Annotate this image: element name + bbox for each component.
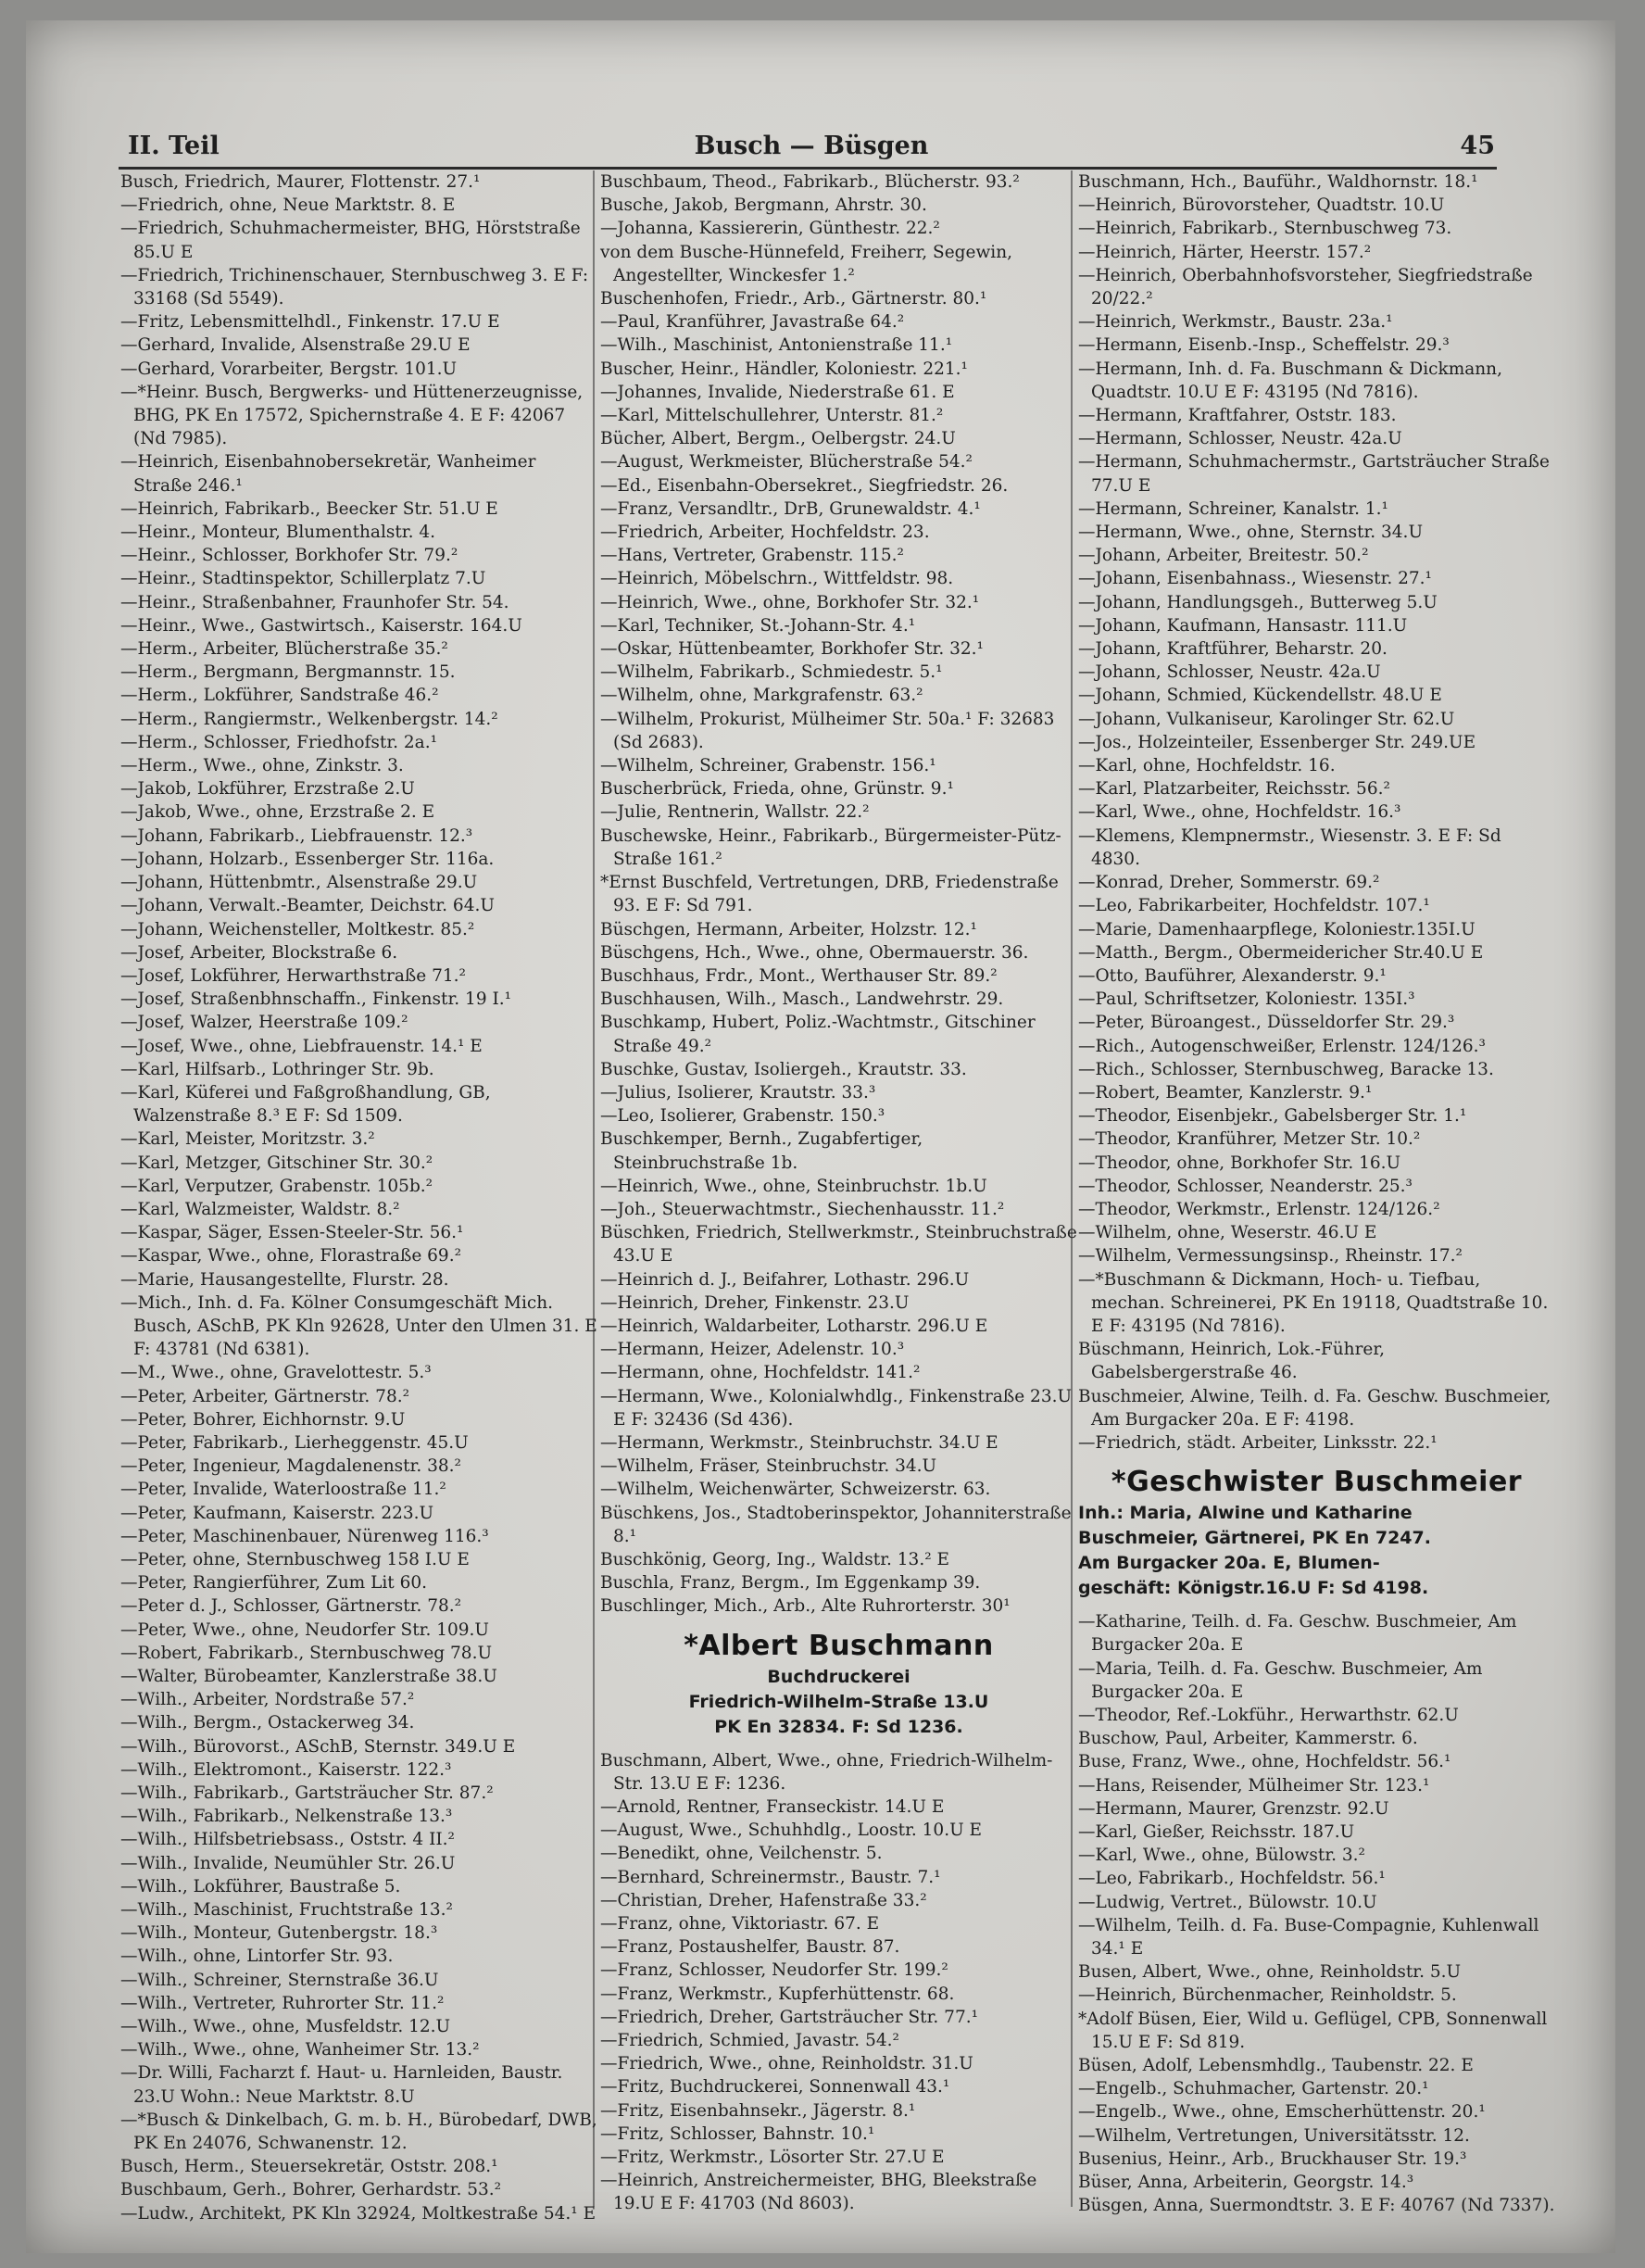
- directory-entry: —Heinrich, Wwe., ohne, Steinbruchstr. 1b.U: [600, 1176, 987, 1196]
- directory-entry: —Leo, Fabrikarbeiter, Hochfeldstr. 107.¹: [1078, 896, 1430, 916]
- directory-entry: —Karl, Verputzer, Grabenstr. 105b.²: [120, 1176, 433, 1196]
- directory-entry: —*Buschmann & Dickmann, Hoch- u. Tiefbau, mechan. Schreinerei, PK En 19118, Quadtstraße 10. E F: 43195 (Nd 7816).: [1078, 1269, 1549, 1336]
- directory-entry: —Rich., Schlosser, Sternbuschweg, Baracke 13.: [1078, 1059, 1494, 1079]
- directory-entry: —Franz, Werkmstr., Kupferhüttenstr. 68.: [600, 1984, 955, 2004]
- directory-entry: —Heinr., Monteur, Blumenthalstr. 4.: [120, 523, 436, 543]
- directory-entry: —Johann, Hüttenbmtr., Alsenstraße 29.U: [120, 873, 478, 893]
- directory-entry: —Fritz, Buchdruckerei, Sonnenwall 43.¹: [600, 2077, 950, 2098]
- ad-name: *Geschwister Buschmeier: [1111, 1466, 1523, 1499]
- directory-entry: —Leo, Fabrikarb., Hochfeldstr. 56.¹: [1078, 1869, 1386, 1889]
- directory-entry: —Franz, ohne, Viktoriastr. 67. E: [600, 1914, 880, 1934]
- directory-entry: —Friedrich, Schuhmachermeister, BHG, Hörststraße 85.U E: [120, 219, 581, 262]
- directory-entry: —Franz, Schlosser, Neudorfer Str. 199.²: [600, 1960, 948, 1981]
- directory-entry: —Herm., Rangiermstr., Welkenbergstr. 14.²: [120, 709, 498, 729]
- ad-line: PK En 32834. F: Sd 1236.: [714, 1716, 963, 1737]
- directory-entry: —Wilh., Hilfsbetriebsass., Oststr. 4 II.²: [120, 1830, 455, 1850]
- directory-entry: Buschhausen, Wilh., Masch., Landwehrstr. 29.: [600, 989, 1004, 1010]
- directory-entry: —Friedrich, Trichinenschauer, Sternbuschweg 3. E F: 33168 (Sd 5549).: [120, 265, 589, 309]
- directory-entry: —Heinrich, Bürovorsteher, Quadtstr. 10.U: [1078, 195, 1445, 216]
- directory-entry: —Johann, Schlosser, Neustr. 42a.U: [1078, 662, 1381, 683]
- directory-entry: —Otto, Bauführer, Alexanderstr. 9.¹: [1078, 965, 1387, 986]
- directory-entry: Busche, Jakob, Bergmann, Ahrstr. 30.: [600, 195, 927, 216]
- directory-entry: —Peter d. J., Schlosser, Gärtnerstr. 78.²: [120, 1596, 462, 1617]
- directory-entry: Buschenhofen, Friedr., Arb., Gärtnerstr. 80.¹: [600, 289, 987, 309]
- directory-entry: —Ed., Eisenbahn-Obersekret., Siegfriedstr. 26.: [600, 475, 1009, 496]
- directory-entry: —Theodor, Schlosser, Neanderstr. 25.³: [1078, 1176, 1413, 1196]
- directory-entry: —Johann, Kaufmann, Hansastr. 111.U: [1078, 615, 1408, 636]
- directory-entry: —Wilhelm, Fabrikarb., Schmiedestr. 5.¹: [600, 662, 943, 683]
- directory-entry: Büschgen, Hermann, Arbeiter, Holzstr. 12.¹: [600, 919, 977, 939]
- directory-entry: —Engelb., Schuhmacher, Gartenstr. 20.¹: [1078, 2079, 1429, 2099]
- directory-entry: —Wilh., Maschinist, Fruchtstraße 13.²: [120, 1900, 453, 1921]
- directory-entry: —Wilh., Vertreter, Ruhrorter Str. 11.²: [120, 1993, 445, 2013]
- directory-entry: —Konrad, Dreher, Sommerstr. 69.²: [1078, 873, 1380, 893]
- directory-entry: —Matth., Bergm., Obermeidericher Str.40.U E: [1078, 942, 1484, 963]
- directory-entry: Buschlinger, Mich., Arb., Alte Ruhrorterstr. 30¹: [600, 1596, 1011, 1617]
- directory-entry: —Heinr., Straßenbahner, Fraunhofer Str. 54.: [120, 592, 509, 612]
- directory-entry: —Hermann, Schuhmachermstr., Gartsträucher Straße 77.U E: [1078, 452, 1550, 496]
- directory-entry: Buschewske, Heinr., Fabrikarb., Bürgermeister-Pütz-Straße 161.²: [600, 825, 1061, 869]
- directory-entry: —Karl, Platzarbeiter, Reichsstr. 56.²: [1078, 779, 1390, 800]
- directory-entry: —Ludw., Architekt, PK Kln 32924, Moltkestraße 54.¹ E: [120, 2203, 596, 2224]
- directory-entry: —Dr. Willi, Facharzt f. Haut- u. Harnleiden, Baustr. 23.U Wohn.: Neue Marktstr. 8.U: [120, 2063, 563, 2107]
- directory-entry: —Friedrich, ohne, Neue Marktstr. 8. E: [120, 195, 456, 216]
- part-label: II. Teil: [128, 132, 220, 160]
- directory-entry: —Katharine, Teilh. d. Fa. Geschw. Buschmeier, Am Burgacker 20a. E: [1078, 1612, 1517, 1656]
- directory-entry: —Franz, Postaushelfer, Baustr. 87.: [600, 1937, 900, 1958]
- directory-entry: —Hermann, ohne, Hochfeldstr. 141.²: [600, 1363, 921, 1383]
- directory-entry: —Karl, Gießer, Reichsstr. 187.U: [1078, 1822, 1355, 1842]
- directory-entry: Büschken, Friedrich, Stellwerkmstr., Steinbruchstraße 43.U E: [600, 1223, 1077, 1266]
- directory-entry: —Heinrich, Anstreichermeister, BHG, Bleekstraße 19.U E F: 41703 (Nd 8603).: [600, 2171, 1037, 2214]
- directory-entry: —Wilhelm, ohne, Markgrafenstr. 63.²: [600, 686, 923, 706]
- ad-line: Inh.: Maria, Alwine und Katharine: [1078, 1503, 1413, 1524]
- directory-entry: —Wilh., Maschinist, Antonienstraße 11.¹: [600, 335, 953, 356]
- page-title: Busch — Büsgen: [694, 132, 929, 160]
- directory-entry: —Johann, Eisenbahnass., Wiesenstr. 27.¹: [1078, 569, 1432, 589]
- column-1: [120, 170, 597, 2225]
- directory-page: [26, 20, 1615, 2253]
- directory-entry: —Heinrich, Waldarbeiter, Lotharstr. 296.U E: [600, 1316, 988, 1336]
- directory-entry: —Josef, Straßenbhnschaffn., Finkenstr. 19 I.¹: [120, 989, 512, 1010]
- directory-entry: —Hermann, Schreiner, Kanalstr. 1.¹: [1078, 498, 1388, 519]
- directory-entry: —Peter, Invalide, Waterloostraße 11.²: [120, 1480, 446, 1500]
- directory-entry: Buschkemper, Bernh., Zugabfertiger, Steinbruchstraße 1b.: [600, 1129, 923, 1173]
- directory-entry: —Peter, Maschinenbauer, Nürenweg 116.³: [120, 1526, 489, 1546]
- directory-entry: —Heinrich, Dreher, Finkenstr. 23.U: [600, 1292, 910, 1313]
- directory-entry: —Gerhard, Vorarbeiter, Bergstr. 101.U: [120, 359, 458, 379]
- directory-entry: —Johanna, Kassiererin, Günthestr. 22.²: [600, 219, 940, 239]
- directory-entry: —Heinrich, Bürchenmacher, Reinholdstr. 5.: [1078, 1985, 1457, 2006]
- directory-entry: —Josef, Walzer, Heerstraße 109.²: [120, 1013, 408, 1033]
- column-3: [1078, 170, 1555, 2217]
- advertisement-geschwister-buschmeier: [1078, 1464, 1555, 1601]
- directory-entry: —Peter, Wwe., ohne, Neudorfer Str. 109.U: [120, 1619, 489, 1640]
- directory-entry: —Paul, Schriftsetzer, Koloniestr. 135I.³: [1078, 989, 1415, 1010]
- directory-entry: Buschmann, Hch., Bauführ., Waldhornstr. 18.¹: [1078, 172, 1478, 192]
- directory-entry: —Heinrich, Werkmstr., Baustr. 23a.¹: [1078, 312, 1393, 333]
- directory-entry: —Johann, Handlungsgeh., Butterweg 5.U: [1078, 592, 1438, 612]
- directory-entry: —Hermann, Kraftfahrer, Oststr. 183.: [1078, 406, 1397, 426]
- directory-entry: —*Busch & Dinkelbach, G. m. b. H., Bürobedarf, DWB, PK En 24076, Schwanenstr. 12.: [120, 2110, 597, 2154]
- directory-entry: Büsgen, Anna, Suermondtstr. 3. E F: 40767 (Nd 7337).: [1078, 2196, 1555, 2216]
- directory-entry: Buschow, Paul, Arbeiter, Kammerstr. 6.: [1078, 1729, 1418, 1749]
- directory-entry: —Theodor, Kranführer, Metzer Str. 10.²: [1078, 1129, 1421, 1150]
- directory-entry: —Ludwig, Vertret., Bülowstr. 10.U: [1078, 1892, 1377, 1912]
- directory-entry: —Johann, Holzarb., Essenberger Str. 116a.: [120, 849, 495, 869]
- directory-entry: —Maria, Teilh. d. Fa. Geschw. Buschmeier, Am Burgacker 20a. E: [1078, 1658, 1483, 1702]
- directory-entry: —Heinrich, Fabrikarb., Beecker Str. 51.U E: [120, 498, 498, 519]
- directory-entry: —Wilh., Bergm., Ostackerweg 34.: [120, 1713, 415, 1733]
- directory-entry: —Peter, Ingenieur, Magdalenenstr. 38.²: [120, 1456, 461, 1477]
- directory-entry: —Friedrich, Schmied, Javastr. 54.²: [600, 2031, 899, 2051]
- directory-entry: —Hermann, Eisenb.-Insp., Scheffelstr. 29.³: [1078, 335, 1450, 356]
- ad-line: Buchdruckerei: [767, 1666, 910, 1687]
- directory-entry: —Theodor, Eisenbjekr., Gabelsberger Str. 1.¹: [1078, 1106, 1467, 1127]
- directory-entry: —Herm., Schlosser, Friedhofstr. 2a.¹: [120, 732, 438, 752]
- column-2: [600, 170, 1077, 2216]
- directory-entry: —Friedrich, Arbeiter, Hochfeldstr. 23.: [600, 523, 930, 543]
- directory-entry: —Johann, Kraftführer, Beharstr. 20.: [1078, 639, 1388, 660]
- advertisement-albert-buschmann: [600, 1628, 1077, 1740]
- directory-entry: —Engelb., Wwe., ohne, Emscherhüttenstr. 20.¹: [1078, 2102, 1486, 2123]
- directory-entry: Büschgens, Hch., Wwe., ohne, Obermauerstr. 36.: [600, 942, 1029, 963]
- directory-entry: —Klemens, Klempnermstr., Wiesenstr. 3. E F: Sd 4830.: [1078, 825, 1501, 869]
- directory-entry: —Fritz, Lebensmittelhdl., Finkenstr. 17.U E: [120, 312, 500, 333]
- directory-entry: —Hermann, Inh. d. Fa. Buschmann & Dickmann, Quadtstr. 10.U E F: 43195 (Nd 7816).: [1078, 359, 1502, 402]
- directory-entry: —Heinrich, Wwe., ohne, Borkhofer Str. 32.¹: [600, 592, 980, 612]
- directory-entry: —Wilh., Elektromont., Kaiserstr. 122.³: [120, 1759, 452, 1780]
- directory-entry: —Friedrich, städt. Arbeiter, Linksstr. 22.¹: [1078, 1432, 1438, 1453]
- directory-entry: —Paul, Kranführer, Javastraße 64.²: [600, 312, 905, 333]
- directory-entry: Buschhaus, Frdr., Mont., Werthauser Str. 89.²: [600, 965, 998, 986]
- directory-entry: —Heinrich d. J., Beifahrer, Lothastr. 296.U: [600, 1269, 970, 1290]
- ad-line: geschäft: Königstr.16.U F: Sd 4198.: [1078, 1578, 1429, 1599]
- directory-entry: —Friedrich, Wwe., ohne, Reinholdstr. 31.U: [600, 2054, 973, 2074]
- directory-entry: —Walter, Bürobeamter, Kanzlerstraße 38.U: [120, 1667, 497, 1686]
- directory-entry: —Jakob, Wwe., ohne, Erzstraße 2. E: [120, 802, 435, 823]
- directory-entry: —Joh., Steuerwachtmstr., Siechenhausstr. 11.²: [600, 1199, 1005, 1219]
- directory-entry: Busen, Albert, Wwe., ohne, Reinholdstr. 5.U: [1078, 1962, 1462, 1983]
- directory-entry: —Heinr., Stadtinspektor, Schillerplatz 7.U: [120, 569, 486, 589]
- directory-entry: —Herm., Bergmann, Bergmannstr. 15.: [120, 662, 456, 683]
- directory-entry: Buschbaum, Gerh., Bohrer, Gerhardstr. 53.²: [120, 2180, 502, 2200]
- directory-entry: —Karl, Walzmeister, Waldstr. 8.²: [120, 1199, 400, 1219]
- directory-entry: —Wilh., Fabrikarb., Gartsträucher Str. 87.²: [120, 1783, 494, 1804]
- directory-entry: —Hans, Vertreter, Grabenstr. 115.²: [600, 546, 904, 566]
- directory-entry: —Karl, Hilfsarb., Lothringer Str. 9b.: [120, 1059, 434, 1079]
- directory-entry: —Robert, Fabrikarb., Sternbuschweg 78.U: [120, 1643, 493, 1663]
- ad-line: Buschmeier, Gärtnerei, PK En 7247.: [1078, 1528, 1431, 1549]
- directory-entry: —Hans, Reisender, Mülheimer Str. 123.¹: [1078, 1775, 1430, 1796]
- directory-entry: —Johann, Fabrikarb., Liebfrauenstr. 12.³: [120, 825, 473, 846]
- directory-entry: —Peter, Rangierführer, Zum Lit 60.: [120, 1573, 428, 1594]
- directory-entry: Büsen, Adolf, Lebensmhdlg., Taubenstr. 22. E: [1078, 2056, 1474, 2076]
- directory-entry: —Theodor, ohne, Borkhofer Str. 16.U: [1078, 1153, 1401, 1173]
- directory-entry: —M., Wwe., ohne, Gravelottestr. 5.³: [120, 1363, 432, 1383]
- directory-entry: —Marie, Hausangestellte, Flurstr. 28.: [120, 1269, 449, 1290]
- directory-entry: Buscher, Heinr., Händler, Koloniestr. 221.¹: [600, 359, 968, 379]
- directory-entry: —Benedikt, ohne, Veilchenstr. 5.: [600, 1844, 883, 1864]
- directory-entry: Busch, Friedrich, Maurer, Flottenstr. 27.¹: [120, 172, 481, 192]
- directory-entry: —Peter, Fabrikarb., Lierheggenstr. 45.U: [120, 1432, 469, 1453]
- directory-entry: —Wilh., Arbeiter, Nordstraße 57.²: [120, 1690, 415, 1710]
- directory-entry: —Leo, Isolierer, Grabenstr. 150.³: [600, 1106, 885, 1127]
- directory-entry: Buschke, Gustav, Isoliergeh., Krautstr. 33.: [600, 1059, 967, 1079]
- directory-entry: —Marie, Damenhaarpflege, Koloniestr.135I.U: [1078, 919, 1475, 939]
- directory-entry: —Karl, Techniker, St.-Johann-Str. 4.¹: [600, 615, 916, 636]
- directory-entry: —Julie, Rentnerin, Wallstr. 22.²: [600, 802, 870, 823]
- directory-entry: —Wilhelm, Vermessungsinsp., Rheinstr. 17.²: [1078, 1246, 1463, 1266]
- directory-entry: —Peter, Bohrer, Eichhornstr. 9.U: [120, 1409, 406, 1430]
- directory-entry: —Karl, Wwe., ohne, Bülowstr. 3.²: [1078, 1846, 1365, 1866]
- directory-entry: —Karl, Küferei und Faßgroßhandlung, GB, Walzenstraße 8.³ E F: Sd 1509.: [120, 1082, 491, 1127]
- directory-entry: Buschkönig, Georg, Ing., Waldstr. 13.² E: [600, 1549, 950, 1569]
- directory-entry: —Fritz, Eisenbahnsekr., Jägerstr. 8.¹: [600, 2100, 916, 2121]
- page-number: 45: [1460, 132, 1495, 160]
- directory-entry: *Adolf Büsen, Eier, Wild u. Geflügel, CPB, Sonnenwall 15.U E F: Sd 819.: [1078, 2009, 1548, 2052]
- directory-entry: Buschmeier, Alwine, Teilh. d. Fa. Geschw. Buschmeier, Am Burgacker 20a. E F: 4198.: [1078, 1386, 1551, 1430]
- directory-entry: —Johannes, Invalide, Niederstraße 61. E: [600, 382, 955, 402]
- directory-entry: —Wilhelm, Weichenwärter, Schweizerstr. 63.: [600, 1480, 991, 1500]
- directory-entry: —Heinrich, Härter, Heerstr. 157.²: [1078, 242, 1372, 262]
- directory-entry: Buschbaum, Theod., Fabrikarb., Blücherstr. 93.²: [600, 172, 1020, 192]
- directory-entry: *Ernst Buschfeld, Vertretungen, DRB, Friedenstraße 93. E F: Sd 791.: [600, 873, 1059, 916]
- directory-entry: —Herm., Arbeiter, Blücherstraße 35.²: [120, 639, 448, 660]
- directory-entry: —Heinrich, Möbelschrn., Wittfeldstr. 98.: [600, 569, 954, 589]
- directory-entry: —Arnold, Rentner, Franseckistr. 14.U E: [600, 1797, 945, 1817]
- directory-entry: —Wilh., Bürovorst., ASchB, Sternstr. 349.U E: [120, 1736, 516, 1757]
- directory-entry: —Heinr., Schlosser, Borkhofer Str. 79.²: [120, 546, 458, 566]
- directory-entry: —Jos., Holzeinteiler, Essenberger Str. 249.UE: [1078, 732, 1476, 752]
- directory-entry: —Gerhard, Invalide, Alsenstraße 29.U E: [120, 335, 471, 356]
- directory-entry: —Wilh., ohne, Lintorfer Str. 93.: [120, 1947, 394, 1967]
- directory-entry: —Wilh., Wwe., ohne, Musfeldstr. 12.U: [120, 2017, 451, 2037]
- directory-entry: —Mich., Inh. d. Fa. Kölner Consumgeschäft Mich. Busch, ASchB, PK Kln 92628, Unter den Ulmen 31. E F: 43781 (Nd 6381).: [120, 1292, 597, 1360]
- directory-entry: —Johann, Schmied, Kückendellstr. 48.U E: [1078, 686, 1442, 706]
- directory-entry: Buschmann, Albert, Wwe., ohne, Friedrich-Wilhelm-Str. 13.U E F: 1236.: [600, 1750, 1053, 1794]
- directory-entry: Buse, Franz, Wwe., ohne, Hochfeldstr. 56.¹: [1078, 1752, 1451, 1772]
- directory-entry: —Karl, Wwe., ohne, Hochfeldstr. 16.³: [1078, 802, 1401, 823]
- directory-entry: —Peter, Arbeiter, Gärtnerstr. 78.²: [120, 1386, 410, 1406]
- directory-entry: Buschkamp, Hubert, Poliz.-Wachtmstr., Gitschiner Straße 49.²: [600, 1013, 1036, 1056]
- directory-entry: —Fritz, Werkmstr., Lösorter Str. 27.U E: [600, 2148, 945, 2168]
- directory-entry: Bücher, Albert, Bergm., Oelbergstr. 24.U: [600, 429, 956, 449]
- directory-entry: —Wilhelm, Schreiner, Grabenstr. 156.¹: [600, 756, 936, 776]
- directory-entry: Buscherbrück, Frieda, ohne, Grünstr. 9.¹: [600, 779, 954, 800]
- directory-entry: —Josef, Arbeiter, Blockstraße 6.: [120, 942, 398, 963]
- directory-entry: —Theodor, Ref.-Lokführ., Herwarthstr. 62.U: [1078, 1705, 1459, 1725]
- directory-entry: Büschkens, Jos., Stadtoberinspektor, Johanniterstraße 8.¹: [600, 1503, 1072, 1546]
- directory-entry: —Heinrich, Fabrikarb., Sternbuschweg 73.: [1078, 219, 1452, 239]
- directory-entry: —Hermann, Heizer, Adelenstr. 10.³: [600, 1340, 905, 1360]
- directory-entry: —August, Werkmeister, Blücherstraße 54.²: [600, 452, 973, 472]
- directory-entry: —Kaspar, Säger, Essen-Steeler-Str. 56.¹: [120, 1223, 464, 1243]
- directory-entry: —Heinr., Wwe., Gastwirtsch., Kaiserstr. 164.U: [120, 615, 522, 636]
- directory-entry: von dem Busche-Hünnefeld, Freiherr, Segewin, Angestellter, Winckesfer 1.²: [600, 242, 1013, 285]
- directory-entry: —Hermann, Werkmstr., Steinbruchstr. 34.U E: [600, 1432, 998, 1453]
- directory-entry: —Wilh., Invalide, Neumühler Str. 26.U: [120, 1853, 456, 1873]
- directory-entry: —Johann, Vulkaniseur, Karolinger Str. 62.U: [1078, 709, 1455, 729]
- directory-entry: —Peter, Büroangest., Düsseldorfer Str. 29.³: [1078, 1013, 1455, 1033]
- directory-entry: Büser, Anna, Arbeiterin, Georgstr. 14.³: [1078, 2173, 1414, 2193]
- directory-entry: —Oskar, Hüttenbeamter, Borkhofer Str. 32.¹: [600, 639, 984, 660]
- directory-entry: Büschmann, Heinrich, Lok.-Führer, Gabelsbergerstraße 46.: [1078, 1340, 1386, 1383]
- directory-entry: —Wilh., Schreiner, Sternstraße 36.U: [120, 1970, 439, 1990]
- directory-entry: —Karl, Metzger, Gitschiner Str. 30.²: [120, 1153, 433, 1173]
- header-rule: [119, 167, 1497, 170]
- directory-entry: —Wilh., Wwe., ohne, Wanheimer Str. 13.²: [120, 2040, 480, 2060]
- directory-entry: —Jakob, Lokführer, Erzstraße 2.U: [120, 779, 415, 800]
- directory-entry: —Johann, Arbeiter, Breitestr. 50.²: [1078, 546, 1369, 566]
- directory-entry: —Kaspar, Wwe., ohne, Florastraße 69.²: [120, 1246, 461, 1266]
- directory-entry: —Rich., Autogenschweißer, Erlenstr. 124/126.³: [1078, 1036, 1486, 1056]
- ad-name: *Albert Buschmann: [684, 1629, 994, 1662]
- directory-entry: —*Heinr. Busch, Bergwerks- und Hüttenerzeugnisse, BHG, PK En 17572, Spichernstraße 4. E F: 42067 (Nd 7985).: [120, 382, 584, 449]
- directory-entry: —Wilhelm, Vertretungen, Universitätsstr. 12.: [1078, 2125, 1470, 2146]
- directory-entry: —Josef, Lokführer, Herwarthstraße 71.²: [120, 965, 466, 986]
- directory-entry: —Wilhelm, Teilh. d. Fa. Buse-Compagnie, Kuhlenwall 34.¹ E: [1078, 1915, 1539, 1959]
- directory-entry: —Christian, Dreher, Hafenstraße 33.²: [600, 1890, 927, 1910]
- directory-entry: —Johann, Verwalt.-Beamter, Deichstr. 64.U: [120, 896, 495, 916]
- directory-entry: —Franz, Versandltr., DrB, Grunewaldstr. 4.¹: [600, 498, 981, 519]
- directory-entry: —Bernhard, Schreinermstr., Baustr. 7.¹: [600, 1867, 941, 1887]
- directory-entry: Busenius, Heinr., Arb., Bruckhauser Str. 19.³: [1078, 2148, 1467, 2169]
- directory-entry: —Hermann, Wwe., Kolonialwhdlg., Finkenstraße 23.U E F: 32436 (Sd 436).: [600, 1386, 1073, 1430]
- directory-entry: —Wilh., Monteur, Gutenbergstr. 18.³: [120, 1923, 438, 1944]
- directory-entry: —Heinrich, Oberbahnhofsvorsteher, Siegfriedstraße 20/22.²: [1078, 265, 1533, 309]
- directory-entry: —Karl, Mittelschullehrer, Unterstr. 81.²: [600, 406, 944, 426]
- directory-entry: —Fritz, Schlosser, Bahnstr. 10.¹: [600, 2123, 875, 2144]
- directory-entry: —Heinrich, Eisenbahnobersekretär, Wanheimer Straße 246.¹: [120, 452, 536, 496]
- ad-line: Am Burgacker 20a. E, Blumen-: [1078, 1553, 1380, 1574]
- ad-line: Friedrich-Wilhelm-Straße 13.U: [688, 1691, 989, 1712]
- directory-entry: —Peter, ohne, Sternbuschweg 158 I.U E: [120, 1549, 470, 1569]
- directory-entry: —Julius, Isolierer, Krautstr. 33.³: [600, 1082, 876, 1102]
- directory-entry: —August, Wwe., Schuhhdlg., Loostr. 10.U E: [600, 1821, 983, 1841]
- directory-entry: —Wilhelm, Fräser, Steinbruchstr. 34.U: [600, 1456, 937, 1477]
- directory-entry: —Wilhelm, ohne, Weserstr. 46.U E: [1078, 1223, 1377, 1243]
- directory-entry: —Josef, Wwe., ohne, Liebfrauenstr. 14.¹ E: [120, 1036, 483, 1056]
- directory-entry: —Wilhelm, Prokurist, Mülheimer Str. 50a.¹ F: 32683 (Sd 2683).: [600, 709, 1055, 752]
- directory-entry: —Robert, Beamter, Kanzlerstr. 9.¹: [1078, 1082, 1373, 1102]
- directory-entry: Buschla, Franz, Bergm., Im Eggenkamp 39.: [600, 1573, 981, 1594]
- directory-entry: —Johann, Weichensteller, Moltkestr. 85.²: [120, 919, 475, 939]
- directory-entry: —Peter, Kaufmann, Kaiserstr. 223.U: [120, 1503, 434, 1523]
- directory-entry: —Karl, Meister, Moritzstr. 3.²: [120, 1129, 375, 1150]
- directory-entry: —Hermann, Maurer, Grenzstr. 92.U: [1078, 1798, 1389, 1819]
- page-header: [128, 124, 1495, 165]
- directory-entry: —Karl, ohne, Hochfeldstr. 16.: [1078, 756, 1336, 776]
- directory-entry: —Hermann, Schlosser, Neustr. 42a.U: [1078, 429, 1402, 449]
- directory-entry: —Herm., Wwe., ohne, Zinkstr. 3.: [120, 756, 404, 776]
- directory-entry: —Wilh., Lokführer, Baustraße 5.: [120, 1876, 401, 1896]
- directory-entry: —Hermann, Wwe., ohne, Sternstr. 34.U: [1078, 523, 1424, 543]
- directory-entry: —Theodor, Werkmstr., Erlenstr. 124/126.²: [1078, 1199, 1440, 1219]
- directory-entry: Busch, Herm., Steuersekretär, Oststr. 208.¹: [120, 2157, 498, 2177]
- directory-entry: —Herm., Lokführer, Sandstraße 46.²: [120, 686, 439, 706]
- directory-entry: —Wilh., Fabrikarb., Nelkenstraße 13.³: [120, 1807, 453, 1827]
- directory-entry: —Friedrich, Dreher, Gartsträucher Str. 77.¹: [600, 2007, 979, 2027]
